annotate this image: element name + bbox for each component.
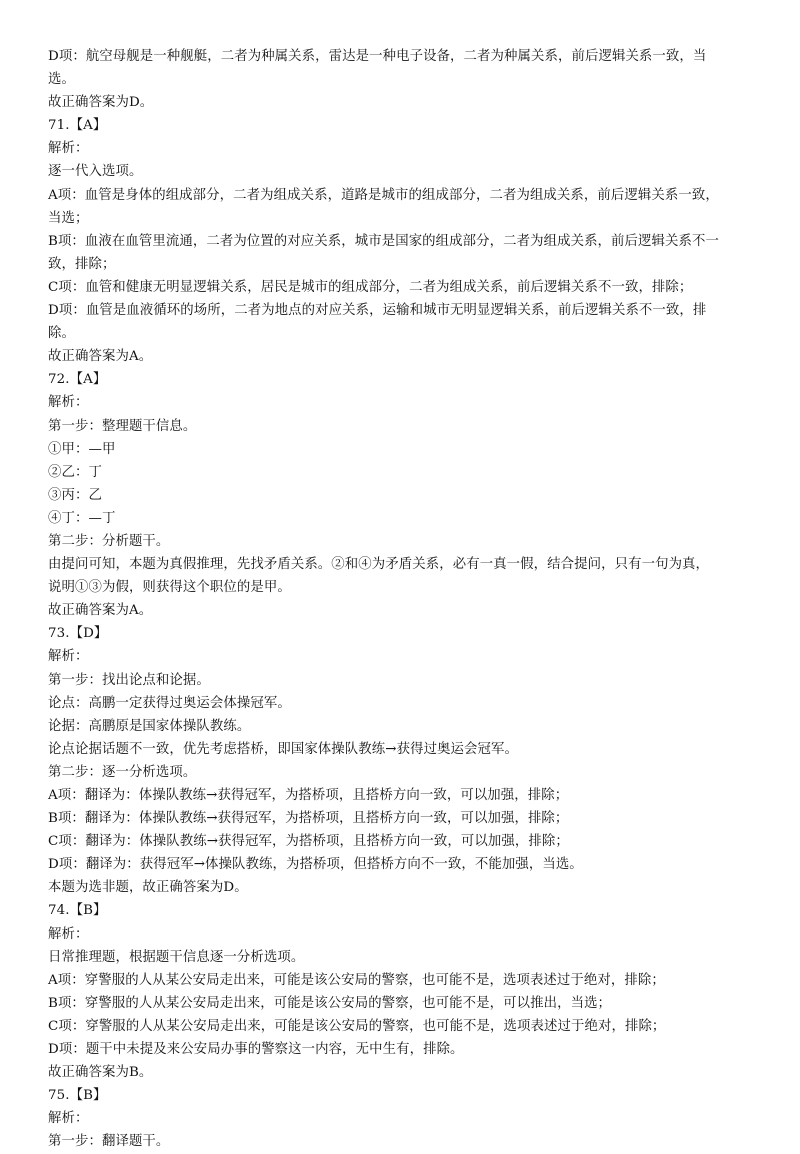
analysis-heading: 解析： [48,926,89,942]
text-line: ①甲：—甲 [48,441,116,457]
text-line: 第二步：逐一分析选项。 [48,764,197,780]
text-line: 故正确答案为B。 [48,1065,153,1081]
text-line: 论点论据话题不一致，优先考虑搭桥，即国家体操队教练→获得过奥运会冠军。 [48,741,518,757]
text-line: D项：翻译为：获得冠军→体操队教练，为搭桥项，但搭桥方向不一致，不能加强，当选。 [48,857,583,873]
text-line: C项：穿警服的人从某公安局走出来，可能是该公安局的警察，也可能不是，选项表述过于绝对，排除； [48,1018,666,1034]
text-line: ④丁：—丁 [48,510,116,526]
text-line: 日常推理题，根据题干信息逐一分析选项。 [48,949,305,965]
text-line: 本题为选非题，故正确答案为D。 [48,880,248,896]
question-number: 71.【A】 [48,118,107,134]
text-line: 故正确答案为A。 [48,603,153,619]
analysis-heading: 解析： [48,141,89,157]
question-number: 74.【B】 [48,903,107,919]
text-line: 论据：高鹏原是国家体操队教练。 [48,718,251,734]
text-line: A项：血管是身体的组成部分，二者为组成关系，道路是城市的组成部分，二者为组成关系，前后逻辑关系一致， [48,187,719,203]
text-line: D项：血管是血液循环的场所，二者为地点的对应关系，运输和城市无明显逻辑关系，前后逻辑关系不一致，排 [48,303,707,319]
text-line: 第一步：翻译题干。 [48,1134,170,1150]
text-line: 第一步：整理题干信息。 [48,418,197,434]
text-line: 第二步：分析题干。 [48,533,170,549]
answer-explanation-document [48,45,760,1154]
text-line: D项：题干中未提及来公安局办事的警察这一内容，无中生有，排除。 [48,1042,464,1058]
text-line: 故正确答案为D。 [48,95,154,111]
analysis-heading: 解析： [48,649,89,665]
text-line: B项：血液在血管里流通，二者为位置的对应关系，城市是国家的组成部分，二者为组成关系，前后逻辑关系不一 [48,233,719,249]
text-line: 致，排除； [48,256,116,272]
text-line: B项：翻译为：体操队教练→获得冠军，为搭桥项，且搭桥方向一致，可以加强，排除； [48,811,569,827]
text-line: D项：航空母舰是一种舰艇，二者为种属关系，雷达是一种电子设备，二者为种属关系，前后逻辑关系一致，当 [48,49,707,64]
text-line: 故正确答案为A。 [48,349,153,365]
text-line: A项：翻译为：体操队教练→获得冠军，为搭桥项，且搭桥方向一致，可以加强，排除； [48,788,569,803]
question-number: 72.【A】 [48,372,107,388]
text-line: 第一步：找出论点和论据。 [48,672,210,688]
text-line: A项：穿警服的人从某公安局走出来，可能是该公安局的警察，也可能不是，选项表述过于绝对，排除； [48,972,665,988]
text-line: 除。 [48,326,75,342]
question-number: 73.【D】 [48,626,108,642]
text-line: ③丙：乙 [48,487,102,503]
text-line: B项：穿警服的人从某公安局走出来，可能是该公安局的警察，也可能不是，可以推出，当选； [48,995,612,1011]
text-line: 选。 [48,72,75,88]
text-line: ②乙：丁 [48,464,102,480]
text-line: 当选； [48,210,89,226]
text-line: 论点：高鹏一定获得过奥运会体操冠军。 [48,695,291,711]
text-line: C项：血管和健康无明显逻辑关系，居民是城市的组成部分，二者为组成关系，前后逻辑关系不一致，排除； [48,279,693,295]
analysis-heading: 解析： [48,1111,89,1127]
question-number: 75.【B】 [48,1088,107,1104]
text-line: 说明①③为假，则获得这个职位的是甲。 [48,580,291,596]
analysis-heading: 解析： [48,395,89,411]
text-line: 逐一代入选项。 [48,164,143,180]
text-line: C项：翻译为：体操队教练→获得冠军，为搭桥项，且搭桥方向一致，可以加强，排除； [48,834,569,850]
text-line: 由提问可知，本题为真假推理，先找矛盾关系。②和④为矛盾关系，必有一真一假，结合提问，只有一句为真， [48,557,710,573]
